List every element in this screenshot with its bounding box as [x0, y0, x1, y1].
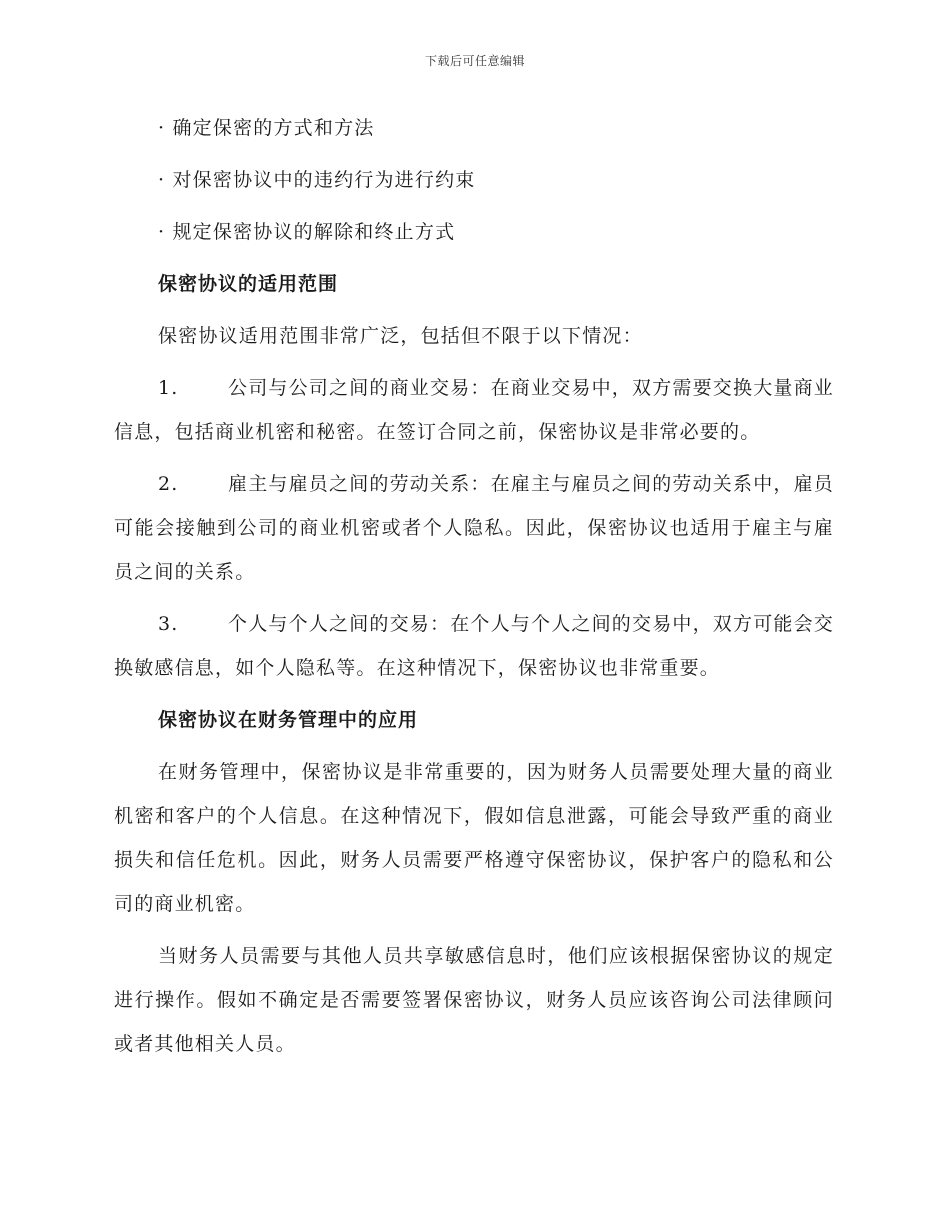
page-header: 下载后可任意编辑: [424, 54, 525, 68]
item-text: 雇主与雇员之间的劳动关系：在雇主与雇员之间的劳动关系中，雇员可能会接触到公司的商业机密或者个人隐私。因此，保密协议也适用于雇主与雇员之间的关系。: [114, 473, 835, 583]
bullet-item: · 对保密协议中的违约行为进行约束: [158, 169, 476, 191]
section-heading-scope: 保密协议的适用范围: [158, 273, 339, 295]
item-number: 3.: [158, 613, 179, 635]
item-number: 1.: [158, 377, 179, 399]
numbered-item: [114, 462, 834, 594]
bullet-item: · 确定保密的方式和方法: [158, 117, 375, 139]
scope-intro: 保密协议适用范围非常广泛，包括但不限于以下情况：: [158, 325, 643, 347]
finance-paragraph: 在财务管理中，保密协议是非常重要的，因为财务人员需要处理大量的商业机密和客户的个人信息。在这种情况下，假如信息泄露，可能会导致严重的商业损失和信任危机。因此，财务人员需要严格遵守保密协议，保护客户的隐私和公司的商业机密。: [114, 761, 834, 915]
document-body: [114, 106, 834, 1074]
item-number: 2.: [158, 473, 179, 495]
numbered-item: [114, 366, 834, 454]
item-text: 个人与个人之间的交易：在个人与个人之间的交易中，双方可能会交换敏感信息，如个人隐私等。在这种情况下，保密协议也非常重要。: [114, 613, 835, 679]
bullet-item: · 规定保密协议的解除和终止方式: [158, 221, 456, 243]
section-heading-finance: 保密协议在财务管理中的应用: [158, 709, 419, 731]
numbered-item: [114, 602, 834, 690]
finance-paragraph: 当财务人员需要与其他人员共享敏感信息时，他们应该根据保密协议的规定进行操作。假如不确定是否需要签署保密协议，财务人员应该咨询公司法律顾问或者其他相关人员。: [114, 945, 834, 1055]
item-text: 公司与公司之间的商业交易：在商业交易中，双方需要交换大量商业信息，包括商业机密和秘密。在签订合同之前，保密协议是非常必要的。: [114, 377, 835, 443]
